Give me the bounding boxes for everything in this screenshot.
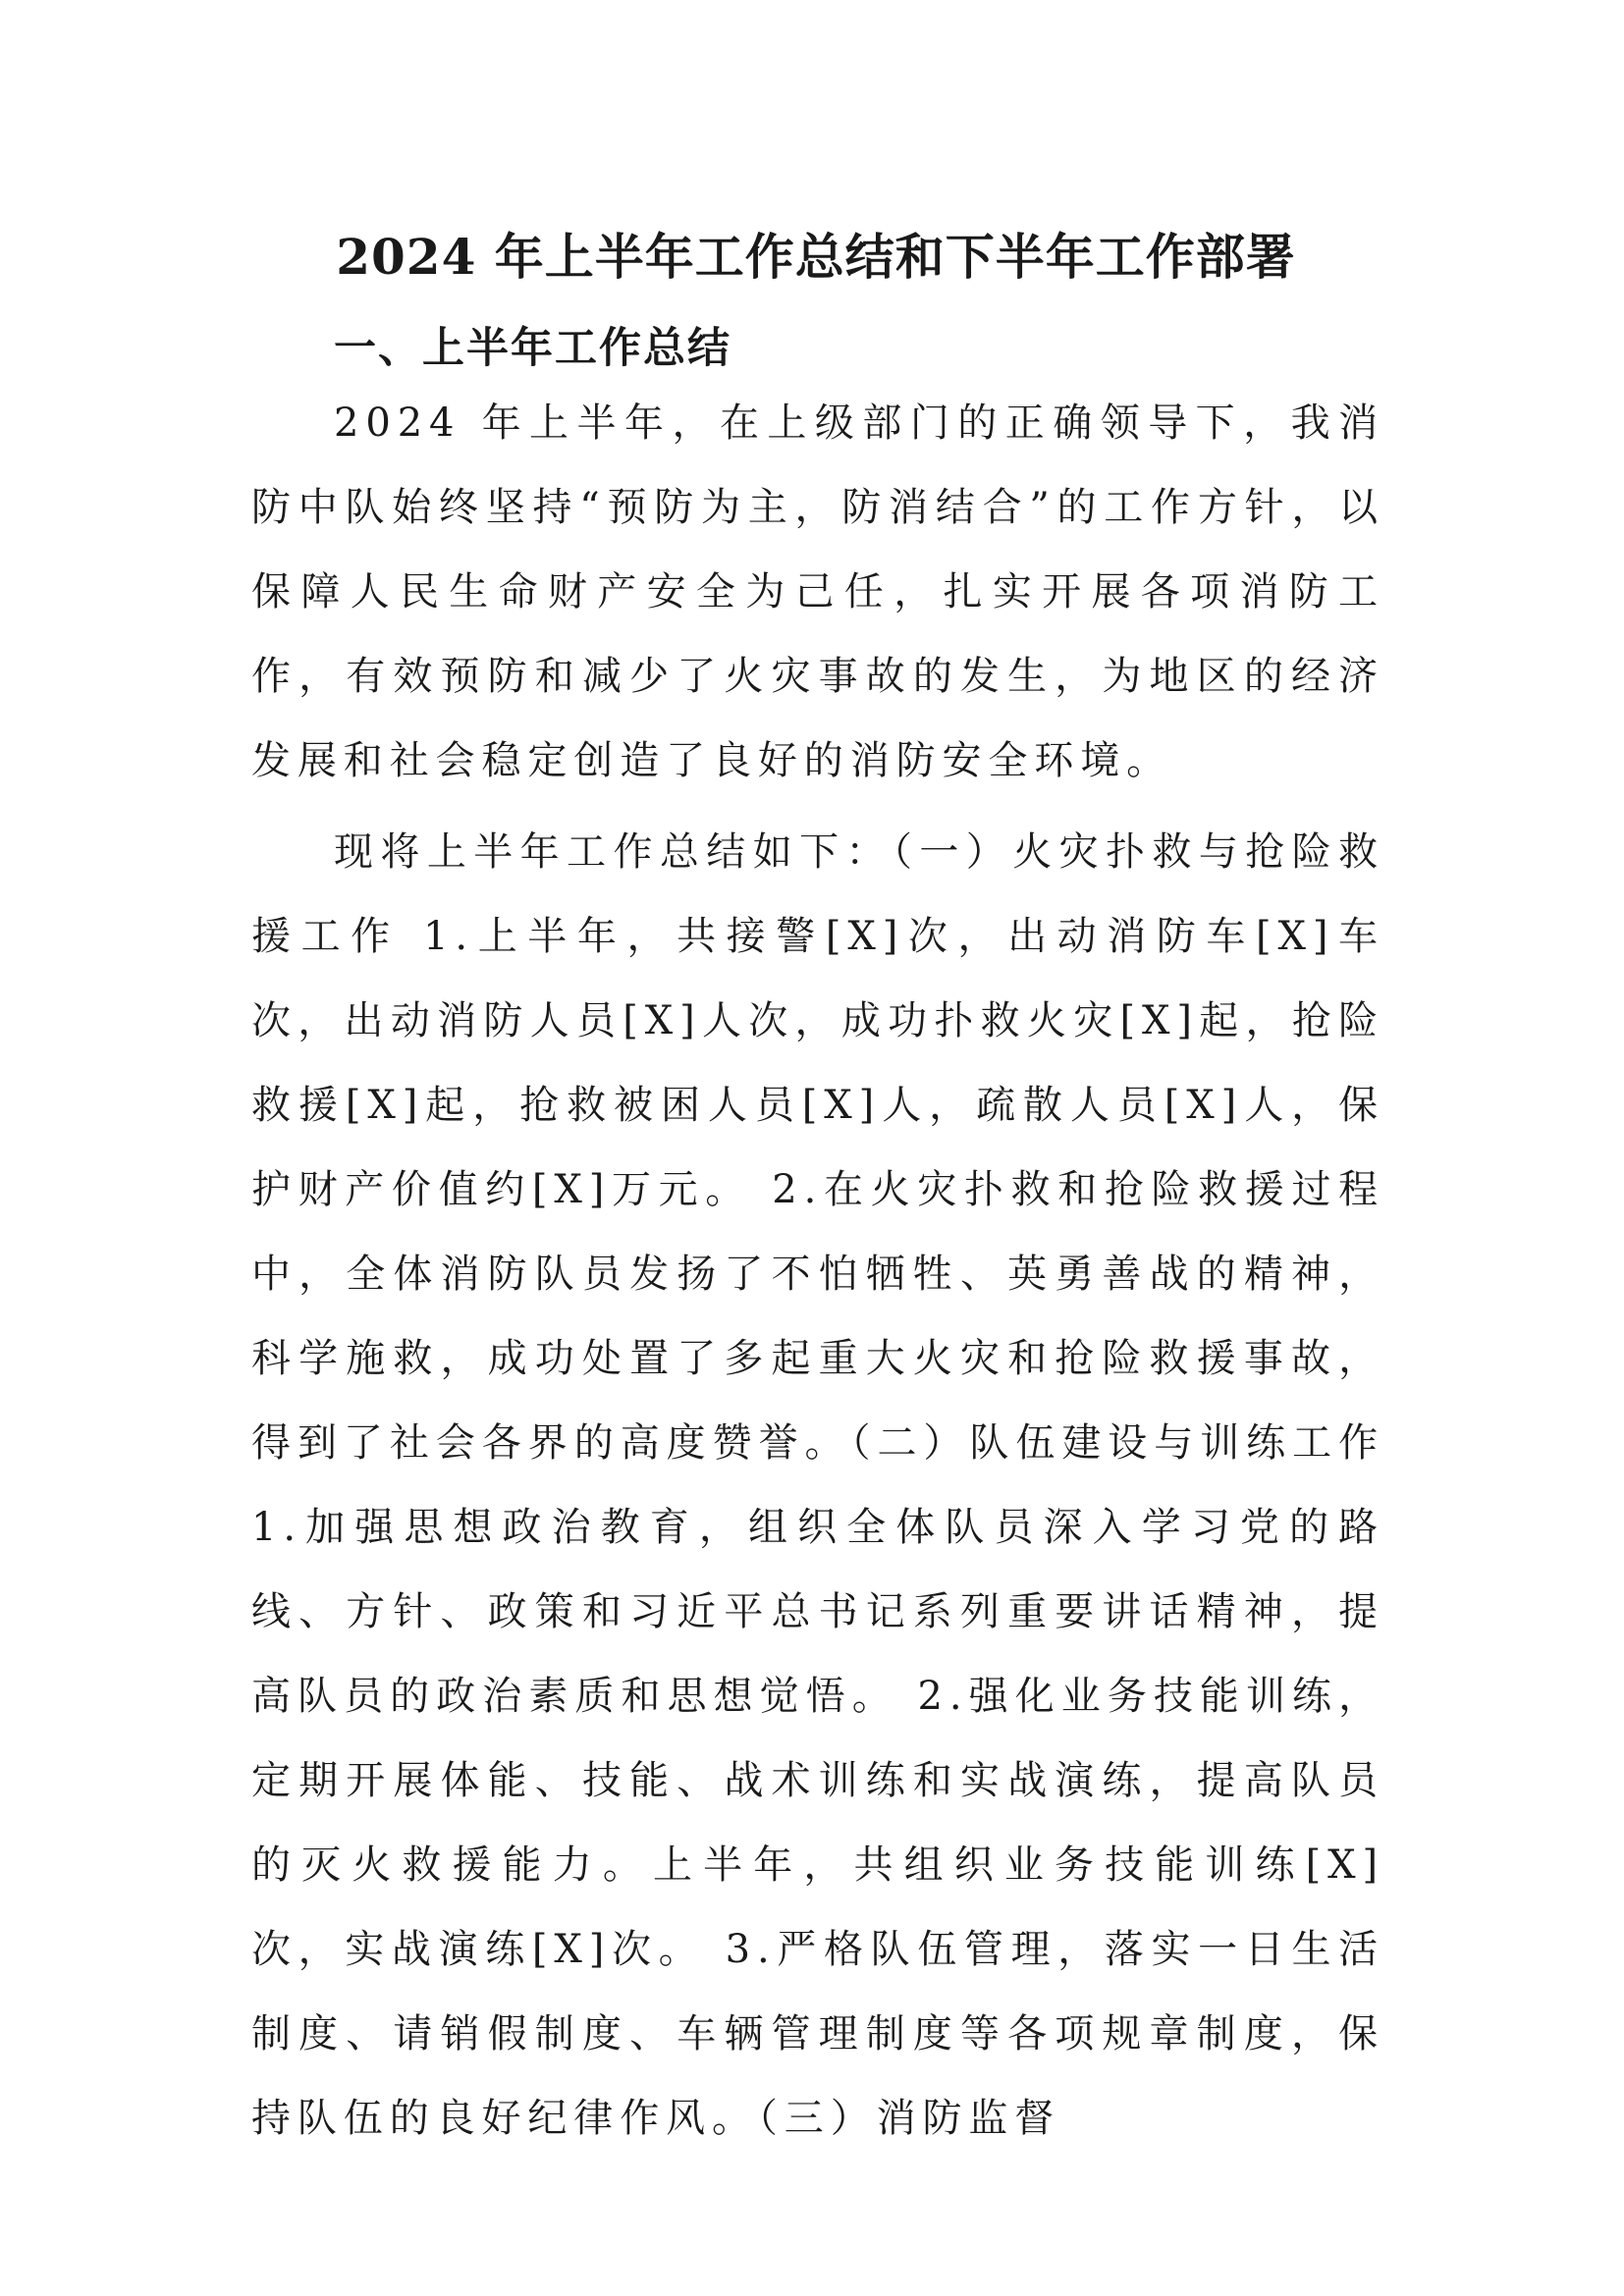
paragraph-intro: 2024 年上半年，在上级部门的正确领导下，我消防中队始终坚持“预防为主，防消结合”的工作方针，以保障人民生命财产安全为己任，扎实开展各项消防工作，有效预防和减少了火灾事故的发生，为地区的经济发展和社会稳定创造了良好的消防安全环境。 — [251, 400, 1384, 783]
document-title: 2024 年上半年工作总结和下半年工作部署 — [336, 228, 1296, 286]
paragraph-summary: 现将上半年工作总结如下：（一）火灾扑救与抢险救援工作 1.上半年，共接警[X]次，出动消防车[X]车次，出动消防人员[X]人次，成功扑救火灾[X]起，抢险救援[X]起，抢救被困人员[X]人，疏散人员[X]人，保护财产价值约[X]万元。 2.在火灾扑救和抢险救援过程中，全体消防队员发扬了不怕牺牲、英勇善战的精神，科学施救，成功处置了多起重大火灾和抢险救援事故，得到了社会各界的高度赞誉。（二）队伍建设与训练工作 1.加强思想政治教育，组织全体队员深入学习党的路线、方针、政策和习近平总书记系列重要讲话精神，提高队员的政治素质和思想觉悟。 2.强化业务技能训练，定期开展体能、技能、战术训练和实战演练，提高队员的灭火救援能力。上半年，共组织业务技能训练[X]次，实战演练[X]次。 3.严格队伍管理，落实一日生活制度、请销假制度、车辆管理制度等各项规章制度，保持队伍的良好纪律作风。（三）消防监督 — [251, 829, 1384, 2141]
section-heading: 一、上半年工作总结 — [334, 324, 731, 373]
